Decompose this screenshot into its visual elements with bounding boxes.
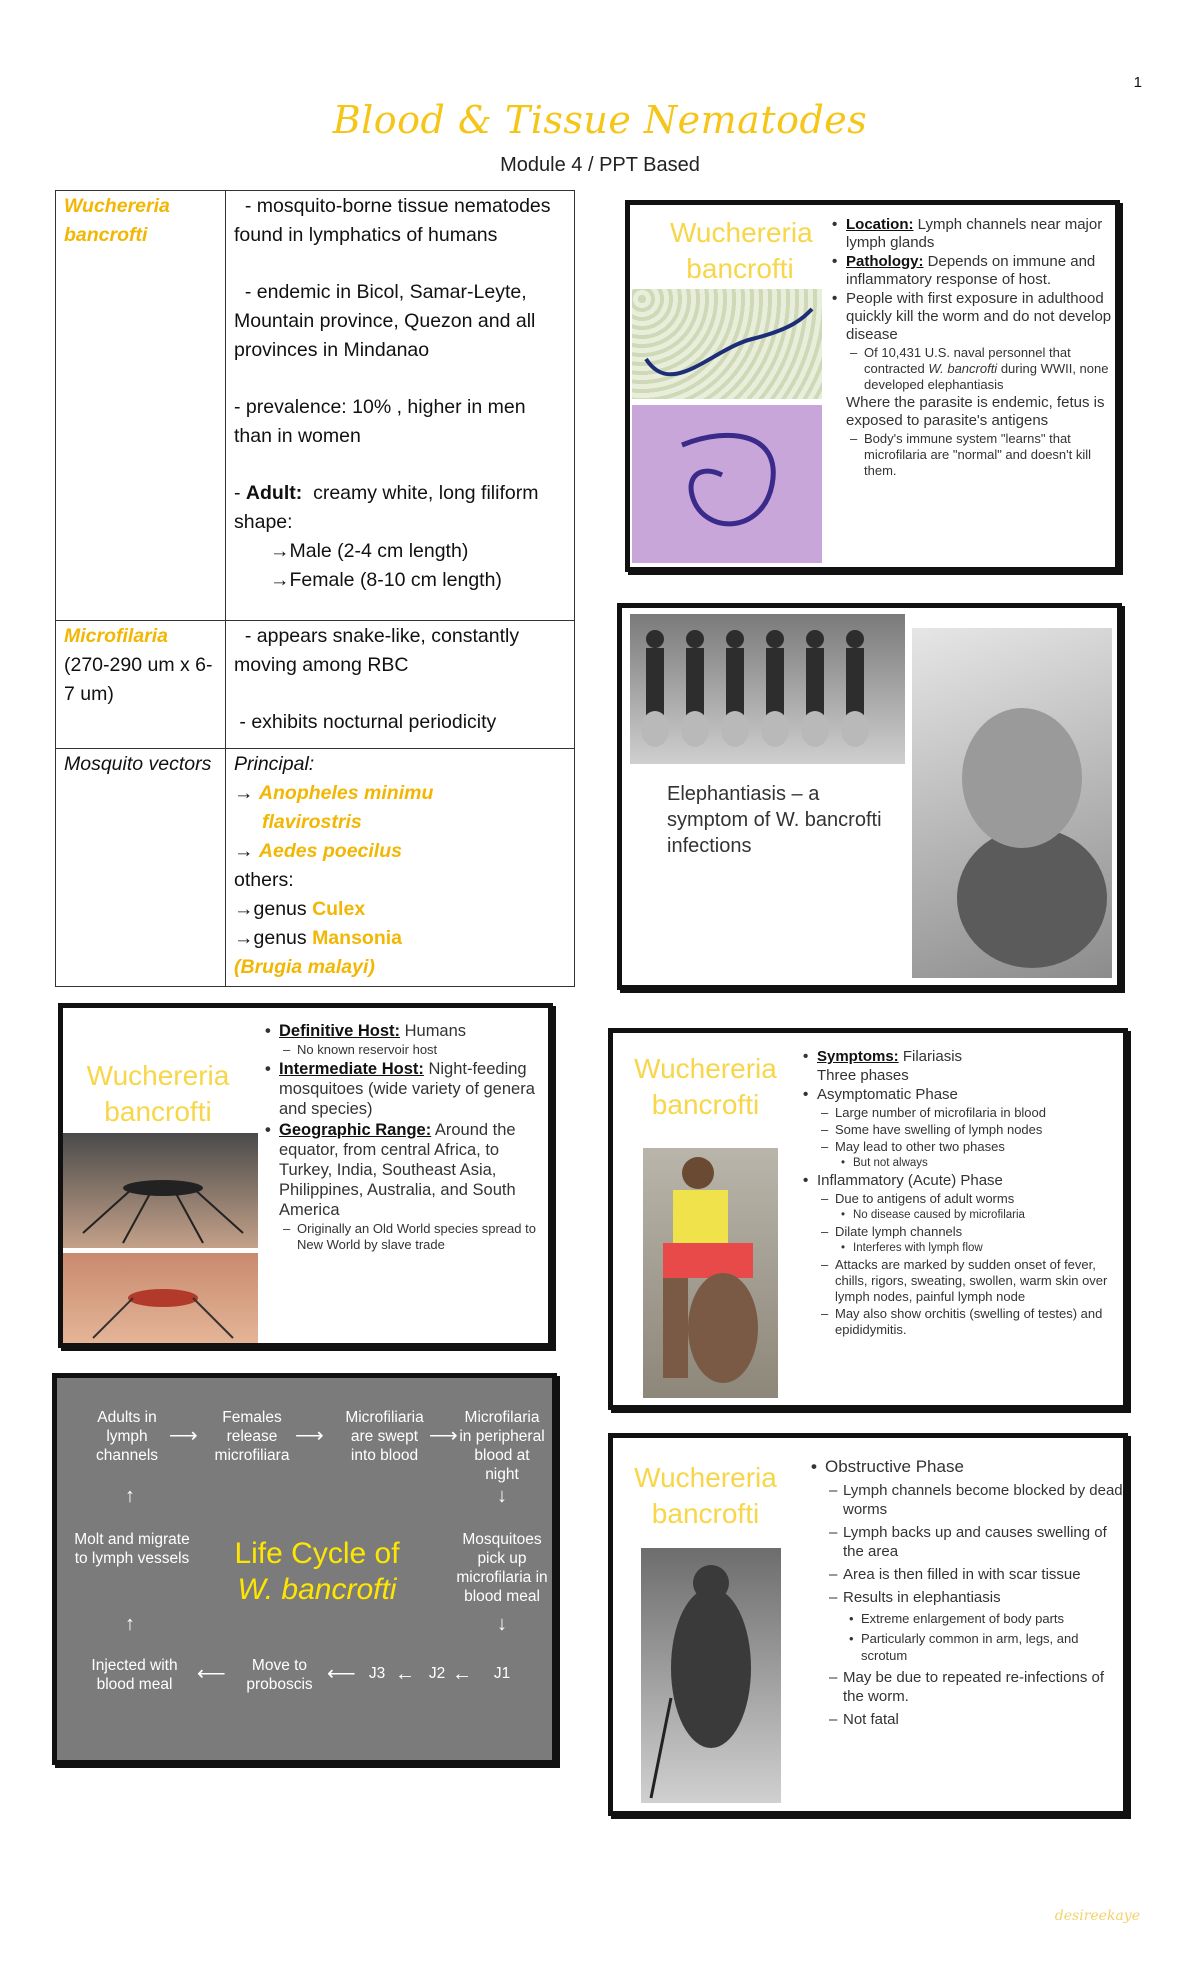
cycle-step: Move to proboscis (246, 1657, 313, 1693)
arrow-right-icon: ⟶ (295, 1425, 324, 1447)
bullet: • Pathology: Depends on immune and inflammatory response of host. (830, 253, 1112, 289)
patient-photo (643, 1148, 778, 1398)
note-text: (Brugia malayi) (234, 956, 375, 978)
arrow-left-icon: ⟵ (197, 1663, 226, 1685)
sub-bullet: – Lymph channels become blocked by dead worms (809, 1481, 1127, 1519)
sub-bullet: – Of 10,431 U.S. naval personnel that contracted W. bancrofti during WWII, none developed elephantiasis (830, 345, 1112, 393)
sub-bullet: – Not fatal (809, 1710, 1127, 1729)
slide-bullets (809, 1456, 1127, 1730)
mosquito-photo-2 (63, 1253, 258, 1348)
slide-location-pathology (625, 200, 1120, 572)
sub-sub-bullet: • Extreme enlargement of body parts (809, 1610, 1127, 1627)
note-text: →genus Culex (234, 898, 366, 920)
cycle-step: Microfiliaria are swept into blood (345, 1409, 424, 1464)
patient-icon (643, 1148, 778, 1398)
cycle-step: Microfilaria in peripheral blood at night (459, 1409, 545, 1483)
bullet: • Intermediate Host: Night-feeding mosquitoes (wide variety of genera and species) (263, 1059, 548, 1119)
author-signature: desireekaye (1054, 1908, 1140, 1924)
slide-bullets (830, 215, 1112, 480)
note-text: - appears snake-like, constantly moving among RBC (234, 625, 525, 676)
bullet: • Inflammatory (Acute) Phase (801, 1172, 1126, 1190)
sub-sub-bullet: • But not always (801, 1156, 1126, 1171)
slide-elephantiasis (617, 603, 1122, 990)
row-content (226, 621, 575, 749)
cycle-step: Injected with blood meal (91, 1657, 178, 1693)
sub-bullet: – Area is then filled in with scar tissue (809, 1565, 1127, 1584)
note-text: flavirostris (262, 811, 362, 833)
arrow-down-icon: ↓ (497, 1485, 507, 1507)
sub-bullet: – May lead to other two phases (801, 1139, 1126, 1155)
page-number: 1 (1133, 74, 1142, 91)
arrow-left-icon: ← (395, 1663, 415, 1685)
arrow-up-icon: ↑ (125, 1613, 135, 1635)
slide-life-cycle (52, 1373, 557, 1765)
elephantiasis-closeup-photo (912, 628, 1112, 978)
sub-bullet: – Dilate lymph channels (801, 1224, 1126, 1240)
label-microfilaria: Microfilaria (64, 625, 169, 647)
note-text: - endemic in Bicol, Samar-Leyte, Mountain province, Quezon and all provinces in Mindanao (234, 281, 541, 361)
sub-sub-bullet: • Particularly common in arm, legs, and scrotum (809, 1630, 1127, 1664)
sub-bullet: – Body's immune system "learns" that microfilaria are "normal" and doesn't kill them. (830, 431, 1112, 479)
bullet: • Obstructive Phase (809, 1457, 1127, 1477)
sub-bullet: – Originally an Old World species spread to New World by slave trade (263, 1221, 548, 1253)
note-text: →genus Mansonia (234, 927, 402, 949)
arrow-down-icon: ↓ (497, 1613, 507, 1635)
note-text: - Adult: creamy white, long filiform shape: (234, 482, 544, 533)
sub-bullet: – May be due to repeated re-infections of the worm. (809, 1668, 1127, 1706)
arrow-up-icon: ↑ (125, 1485, 135, 1507)
notes-table (55, 190, 575, 987)
mosquito-photo-1 (63, 1133, 258, 1248)
note-text: - mosquito-borne tissue nematodes found in lymphatics of humans (234, 195, 556, 246)
life-cycle-title: Life Cycle of W. bancrofti (234, 1537, 400, 1606)
note-text: - exhibits nocturnal periodicity (234, 711, 497, 733)
sub-bullet: – Some have swelling of lymph nodes (801, 1122, 1126, 1138)
row-content (226, 749, 575, 987)
bullet: • Location: Lymph channels near major lymph glands (830, 216, 1112, 252)
sub-sub-bullet: • No disease caused by microfilaria (801, 1208, 1126, 1223)
cycle-step: Females release microfiliara (214, 1409, 290, 1464)
slide-bullets (263, 1020, 548, 1254)
arrow-right-icon: ⟶ (169, 1425, 198, 1447)
table-row (56, 191, 575, 621)
arrow-right-icon: ⟶ (429, 1425, 458, 1447)
slide-symptoms (608, 1028, 1128, 1410)
table-row (56, 621, 575, 749)
cycle-step: Molt and migrate to lymph vessels (74, 1531, 190, 1567)
row-label (56, 191, 226, 621)
arrow-left-icon: ⟵ (327, 1663, 356, 1685)
bullet: • Symptoms: Filariasis (801, 1048, 1126, 1066)
note-text: others: (234, 869, 294, 891)
page-subtitle: Module 4 / PPT Based (500, 154, 700, 176)
slide-bullets (801, 1047, 1126, 1339)
cycle-step: J2 (428, 1665, 446, 1682)
row-label: Mosquito vectors (56, 749, 226, 987)
swelling-icon (912, 628, 1112, 978)
note-text: → Aedes poecilus (234, 840, 402, 862)
cycle-step: Mosquitoes pick up microfilaria in blood meal (456, 1531, 548, 1605)
arrow-left-icon: ← (452, 1663, 472, 1685)
cycle-step: Adults in lymph channels (95, 1409, 159, 1464)
sub-bullet: – May also show orchitis (swelling of testes) and epididymitis. (801, 1306, 1126, 1338)
note-text: - prevalence: 10% , higher in men than in women (234, 396, 526, 447)
cycle-step: J3 (368, 1665, 386, 1682)
mosquito-icon (63, 1133, 258, 1248)
sub-bullet: – Attacks are marked by sudden onset of fever, chills, rigors, sweating, swollen, warm skin over lymph nodes, painful lymph node (801, 1257, 1126, 1305)
note-text: →Female (8-10 cm length) (270, 569, 502, 591)
bullet: • Asymptomatic Phase (801, 1086, 1126, 1104)
slide-title: Wuchereria bancrofti (86, 1060, 230, 1127)
worm-icon (632, 289, 822, 399)
sub-bullet: – No known reservoir host (263, 1042, 548, 1058)
worm-icon (632, 405, 822, 563)
slide-obstructive-phase (608, 1433, 1128, 1816)
page-title: Blood & Tissue Nematodes (332, 98, 868, 142)
bullet: • People with first exposure in adulthood quickly kill the worm and do not develop disease (830, 290, 1112, 344)
slide-title: Wuchereria bancrofti (670, 217, 813, 284)
mosquito-icon (63, 1253, 258, 1348)
table-row (56, 749, 575, 987)
sub-bullet: – Large number of microfilaria in blood (801, 1105, 1126, 1121)
slide-hosts-range (58, 1003, 553, 1348)
bullet: Three phases (817, 1067, 909, 1084)
slide-title: Wuchereria bancrofti (634, 1053, 777, 1120)
label-species: bancrofti (64, 224, 148, 246)
row-label (56, 621, 226, 749)
note-text: Principal: (234, 753, 315, 775)
tribal-group-photo (630, 614, 905, 764)
slide-title: Wuchereria bancrofti (634, 1462, 777, 1529)
label-genus: Wuchereria (64, 195, 170, 217)
bullet: Where the parasite is endemic, fetus is exposed to parasite's antigens (846, 394, 1105, 429)
sub-sub-bullet: • Interferes with lymph flow (801, 1241, 1126, 1256)
swelling-icon (641, 1548, 781, 1803)
note-text: →Male (2-4 cm length) (270, 540, 469, 562)
obstructive-elephantiasis-photo (641, 1548, 781, 1803)
sub-bullet: – Due to antigens of adult worms (801, 1191, 1126, 1207)
cycle-step: J1 (493, 1665, 511, 1682)
bullet: • Geographic Range: Around the equator, from central Africa, to Turkey, India, Southeast Asia, Philippines, Australia, and South America (263, 1120, 548, 1220)
sub-bullet: – Results in elephantiasis (809, 1588, 1127, 1607)
microfilaria-stained-image (632, 405, 822, 563)
note-text: → Anopheles minimu (234, 782, 434, 804)
slide-caption: Elephantiasis – a symptom of W. bancrofti infections (667, 783, 882, 857)
row-content (226, 191, 575, 621)
people-icon (630, 614, 905, 764)
label-size: (270-290 um x 6-7 um) (64, 654, 213, 705)
sub-bullet: – Lymph backs up and causes swelling of the area (809, 1523, 1127, 1561)
bullet: • Definitive Host: Humans (263, 1021, 548, 1041)
microfilaria-blood-smear-image (632, 289, 822, 399)
